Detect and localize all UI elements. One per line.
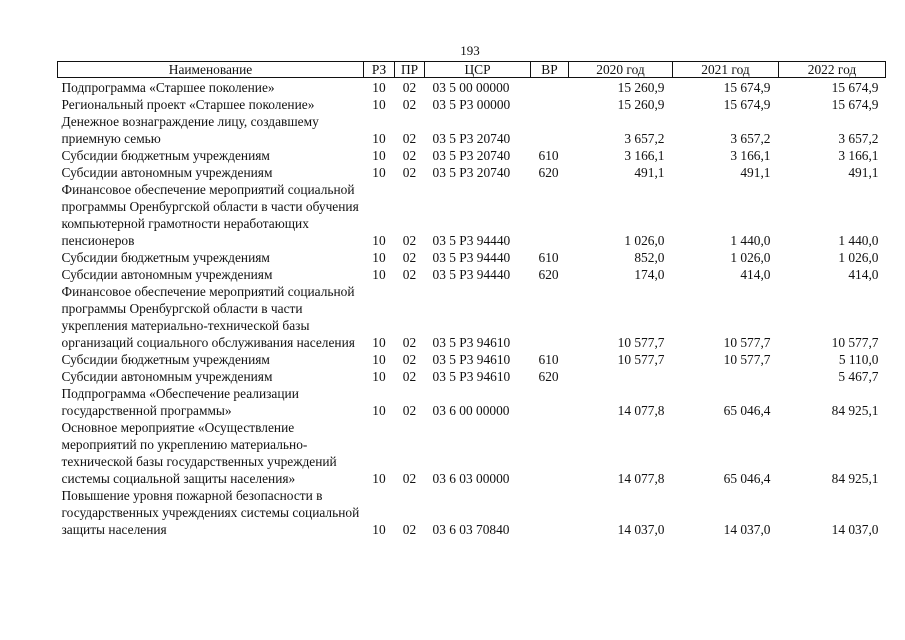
row-2022-cell: 3 166,1 (838, 148, 879, 163)
row-2021-cell (673, 368, 779, 385)
row-csr-cell: 03 6 03 70840 (432, 522, 510, 537)
row-name-cell: Субсидии автономным учреждениям (61, 369, 273, 384)
row-vr-cell (531, 181, 569, 249)
row-rz-cell: 10 (372, 250, 386, 265)
row-pr-cell: 02 (402, 233, 417, 248)
row-rz-cell: 10 (372, 335, 386, 350)
row-2022-cell: 84 925,1 (831, 471, 879, 486)
row-2020-cell: 1 026,0 (624, 233, 665, 248)
row-csr-cell: 03 5 Р3 20740 (432, 148, 511, 163)
table-row (58, 249, 886, 266)
row-2021-cell: 3 657,2 (730, 131, 771, 146)
row-2020-cell: 3 166,1 (624, 148, 665, 163)
row-2021-cell: 414,0 (740, 267, 771, 282)
row-2021-cell: 1 026,0 (730, 250, 771, 265)
row-name-cell: Основное мероприятие «Осуществление мероприятий по укреплению материально-технической базы государственных учреждений системы социальной защиты населения» (61, 420, 337, 486)
header-csr: ЦСР (425, 62, 531, 78)
row-2021-cell: 65 046,4 (723, 403, 771, 418)
row-csr-cell: 03 5 Р3 94610 (432, 352, 511, 367)
row-2020-cell: 10 577,7 (617, 335, 665, 350)
row-2022-cell: 5 110,0 (838, 352, 879, 367)
row-rz-cell: 10 (372, 165, 386, 180)
row-2020-cell: 14 037,0 (617, 522, 665, 537)
row-csr-cell: 03 6 03 00000 (432, 471, 510, 486)
row-vr-cell (531, 385, 569, 419)
row-name-cell: Субсидии бюджетным учреждениям (61, 352, 270, 367)
row-2020-cell: 14 077,8 (617, 471, 665, 486)
table-header-row (58, 62, 886, 78)
header-name: Наименование (58, 62, 364, 78)
header-2022: 2022 год (779, 62, 886, 78)
row-pr-cell: 02 (402, 250, 417, 265)
row-csr-cell: 03 6 00 00000 (432, 403, 510, 418)
table-body (58, 78, 886, 539)
row-pr-cell: 02 (402, 335, 417, 350)
row-vr-cell: 610 (538, 148, 559, 163)
row-name-cell: Субсидии бюджетным учреждениям (61, 250, 270, 265)
row-name-cell: Подпрограмма «Обеспечение реализации государственной программы» (61, 386, 299, 418)
table-row (58, 487, 886, 538)
row-vr-cell: 620 (538, 369, 559, 384)
row-2021-cell: 10 577,7 (723, 352, 771, 367)
row-2021-cell: 10 577,7 (723, 335, 771, 350)
row-rz-cell: 10 (372, 148, 386, 163)
row-vr-cell (531, 113, 569, 147)
row-csr-cell: 03 5 Р3 94440 (432, 233, 511, 248)
table-row (58, 283, 886, 351)
row-2022-cell: 84 925,1 (831, 403, 879, 418)
row-pr-cell: 02 (402, 369, 417, 384)
row-vr-cell (531, 283, 569, 351)
row-2021-cell: 15 674,9 (723, 97, 771, 112)
row-vr-cell (531, 419, 569, 487)
row-csr-cell: 03 5 Р3 20740 (432, 131, 511, 146)
row-2022-cell: 15 674,9 (831, 97, 879, 112)
row-pr-cell: 02 (402, 471, 417, 486)
row-2020-cell (569, 368, 673, 385)
header-pr: ПР (395, 62, 425, 78)
row-2021-cell: 65 046,4 (723, 471, 771, 486)
row-rz-cell: 10 (372, 97, 386, 112)
row-2022-cell: 15 674,9 (831, 80, 879, 95)
row-name-cell: Денежное вознаграждение лицу, создавшему приемную семью (61, 114, 319, 146)
row-csr-cell: 03 5 Р3 94610 (432, 369, 511, 384)
table-row (58, 96, 886, 113)
row-name-cell: Региональный проект «Старшее поколение» (61, 97, 315, 112)
row-2022-cell: 14 037,0 (831, 522, 879, 537)
row-rz-cell: 10 (372, 233, 386, 248)
row-csr-cell: 03 5 Р3 20740 (432, 165, 511, 180)
table-row (58, 147, 886, 164)
row-rz-cell: 10 (372, 403, 386, 418)
row-pr-cell: 02 (402, 97, 417, 112)
table-row (58, 181, 886, 249)
header-rz: РЗ (364, 62, 395, 78)
row-2022-cell: 1 026,0 (838, 250, 879, 265)
row-2020-cell: 14 077,8 (617, 403, 665, 418)
row-2021-cell: 14 037,0 (723, 522, 771, 537)
row-name-cell: Субсидии автономным учреждениям (61, 267, 273, 282)
row-rz-cell: 10 (372, 80, 386, 95)
table-row (58, 419, 886, 487)
row-name-cell: Финансовое обеспечение мероприятий социальной программы Оренбургской области в части укрепления материально-технической базы организаций социального обслуживания населения (61, 284, 355, 350)
row-2022-cell: 5 467,7 (838, 369, 879, 384)
row-2022-cell: 10 577,7 (831, 335, 879, 350)
row-2022-cell: 1 440,0 (838, 233, 879, 248)
row-rz-cell: 10 (372, 369, 386, 384)
row-2022-cell: 414,0 (848, 267, 879, 282)
row-csr-cell: 03 5 Р3 94440 (432, 250, 511, 265)
row-pr-cell: 02 (402, 165, 417, 180)
row-2022-cell: 3 657,2 (838, 131, 879, 146)
row-rz-cell: 10 (372, 471, 386, 486)
row-rz-cell: 10 (372, 131, 386, 146)
row-rz-cell: 10 (372, 522, 386, 537)
row-2020-cell: 3 657,2 (624, 131, 665, 146)
row-pr-cell: 02 (402, 352, 417, 367)
header-2020: 2020 год (569, 62, 673, 78)
row-2021-cell: 491,1 (740, 165, 771, 180)
header-vr: ВР (531, 62, 569, 78)
row-rz-cell: 10 (372, 267, 386, 282)
row-name-cell: Финансовое обеспечение мероприятий социальной программы Оренбургской области в части обучения компьютерной грамотности неработающих пенсионеров (61, 182, 359, 248)
row-vr-cell: 620 (538, 165, 559, 180)
row-vr-cell: 620 (538, 267, 559, 282)
row-csr-cell: 03 5 Р3 00000 (432, 97, 511, 112)
header-2021: 2021 год (673, 62, 779, 78)
row-pr-cell: 02 (402, 80, 417, 95)
table-row (58, 113, 886, 147)
row-csr-cell: 03 5 00 00000 (432, 80, 510, 95)
budget-table (57, 61, 886, 538)
row-pr-cell: 02 (402, 403, 417, 418)
row-name-cell: Повышение уровня пожарной безопасности в государственных учреждениях системы социальной защиты населения (61, 488, 360, 537)
row-name-cell: Подпрограмма «Старшее поколение» (61, 80, 275, 95)
table-row (58, 266, 886, 283)
page-number: 193 (460, 43, 480, 58)
row-2020-cell: 491,1 (634, 165, 665, 180)
table-row (58, 385, 886, 419)
row-vr-cell (531, 78, 569, 97)
table-row (58, 164, 886, 181)
table-row (58, 351, 886, 368)
row-vr-cell (531, 487, 569, 538)
row-2020-cell: 10 577,7 (617, 352, 665, 367)
row-2020-cell: 852,0 (634, 250, 665, 265)
row-pr-cell: 02 (402, 148, 417, 163)
row-2020-cell: 15 260,9 (617, 80, 665, 95)
row-2020-cell: 15 260,9 (617, 97, 665, 112)
row-name-cell: Субсидии автономным учреждениям (61, 165, 273, 180)
row-vr-cell: 610 (538, 352, 559, 367)
row-vr-cell: 610 (538, 250, 559, 265)
row-pr-cell: 02 (402, 267, 417, 282)
row-pr-cell: 02 (402, 522, 417, 537)
table-row (58, 78, 886, 97)
row-name-cell: Субсидии бюджетным учреждениям (61, 148, 270, 163)
row-rz-cell: 10 (372, 352, 386, 367)
row-2021-cell: 1 440,0 (730, 233, 771, 248)
row-vr-cell (531, 96, 569, 113)
row-csr-cell: 03 5 Р3 94610 (432, 335, 511, 350)
row-2021-cell: 15 674,9 (723, 80, 771, 95)
table-row (58, 368, 886, 385)
row-csr-cell: 03 5 Р3 94440 (432, 267, 511, 282)
row-2022-cell: 491,1 (848, 165, 879, 180)
row-pr-cell: 02 (402, 131, 417, 146)
row-2020-cell: 174,0 (634, 267, 665, 282)
row-2021-cell: 3 166,1 (730, 148, 771, 163)
